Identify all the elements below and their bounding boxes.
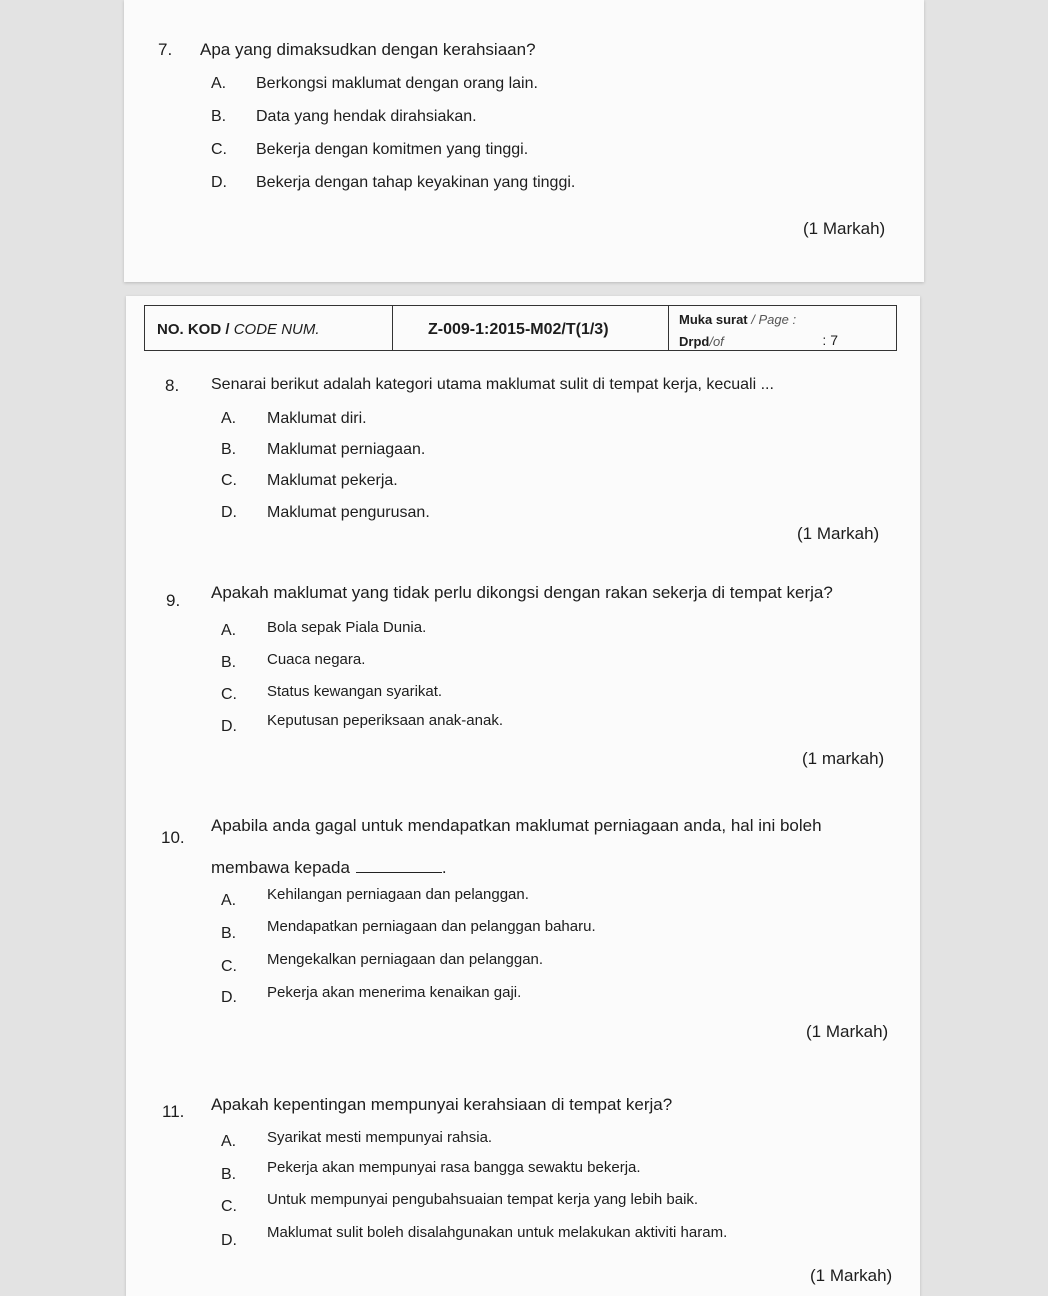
answer-blank: [356, 858, 442, 873]
option-text: Untuk mempunyai pengubahsuaian tempat kerja yang lebih baik.: [267, 1191, 699, 1208]
code-value: Z-009-1:2015-M02/T(1/3): [428, 321, 609, 338]
option-letter: B.: [221, 1166, 237, 1183]
option-letter: B.: [221, 925, 237, 942]
mark-label: (1 Markah): [810, 1266, 893, 1285]
question-number: 7.: [158, 40, 173, 59]
option-text: Maklumat diri.: [267, 410, 367, 427]
code-header-table: [144, 305, 897, 351]
page-number: : 7: [822, 332, 838, 348]
page-label: Muka surat / Page :: [679, 312, 797, 327]
question-text-continuation: membawa kepada .: [211, 858, 447, 877]
question-text: Senarai berikut adalah kategori utama maklumat sulit di tempat kerja, kecuali ...: [211, 376, 774, 393]
code-label: NO. KOD / CODE NUM.: [157, 321, 320, 338]
option-text: Pekerja akan mempunyai rasa bangga sewaktu bekerja.: [267, 1159, 641, 1176]
option-text: Berkongsi maklumat dengan orang lain.: [256, 75, 538, 92]
option-letter: A.: [221, 1133, 237, 1150]
option-letter: A.: [211, 75, 227, 92]
option-text: Maklumat pekerja.: [267, 472, 398, 489]
question-text: Apabila anda gagal untuk mendapatkan maklumat perniagaan anda, hal ini boleh: [211, 816, 822, 835]
question-text: Apa yang dimaksudkan dengan kerahsiaan?: [200, 40, 536, 59]
option-text: Mengekalkan perniagaan dan pelanggan.: [267, 951, 544, 968]
question-number: 9.: [166, 591, 181, 610]
option-letter: C.: [211, 141, 227, 158]
option-letter: C.: [221, 472, 237, 489]
mark-label: (1 Markah): [803, 219, 886, 238]
question-number: 8.: [165, 376, 180, 395]
code-value-cell: [392, 306, 669, 350]
option-text: Bekerja dengan komitmen yang tinggi.: [256, 141, 529, 158]
option-letter: A.: [221, 892, 237, 909]
option-letter: C.: [221, 958, 237, 975]
option-text: Bekerja dengan tahap keyakinan yang tinggi.: [256, 174, 576, 191]
question-number: 11.: [162, 1102, 185, 1121]
option-text: Bola sepak Piala Dunia.: [267, 619, 427, 636]
option-letter: A.: [221, 622, 237, 639]
page-cell: [668, 306, 896, 350]
option-letter: D.: [221, 1232, 237, 1249]
option-text: Status kewangan syarikat.: [267, 683, 443, 700]
question-text: Apakah maklumat yang tidak perlu dikongsi dengan rakan sekerja di tempat kerja?: [211, 583, 833, 602]
option-letter: B.: [221, 654, 237, 671]
option-text: Maklumat perniagaan.: [267, 441, 426, 458]
option-text: Pekerja akan menerima kenaikan gaji.: [267, 984, 522, 1001]
option-letter: B.: [211, 108, 227, 125]
of-label: Drpd/of: [679, 334, 724, 349]
code-label-cell: [145, 306, 393, 350]
mark-label: (1 Markah): [806, 1022, 889, 1041]
mark-label: (1 Markah): [797, 524, 880, 543]
question-text: Apakah kepentingan mempunyai kerahsiaan di tempat kerja?: [211, 1095, 673, 1114]
option-letter: C.: [221, 1198, 237, 1215]
mark-label: (1 markah): [802, 749, 885, 768]
option-text: Maklumat sulit boleh disalahgunakan untuk melakukan aktiviti haram.: [267, 1224, 728, 1241]
option-text: Cuaca negara.: [267, 651, 366, 668]
option-letter: D.: [221, 504, 237, 521]
option-letter: D.: [221, 718, 237, 735]
question-number: 10.: [161, 828, 185, 847]
option-letter: A.: [221, 410, 237, 427]
option-letter: C.: [221, 686, 237, 703]
option-text: Syarikat mesti mempunyai rahsia.: [267, 1129, 493, 1146]
option-text: Data yang hendak dirahsiakan.: [256, 108, 477, 125]
option-text: Maklumat pengurusan.: [267, 504, 430, 521]
option-letter: B.: [221, 441, 237, 458]
option-letter: D.: [221, 989, 237, 1006]
option-text: Kehilangan perniagaan dan pelanggan.: [267, 886, 529, 903]
option-letter: D.: [211, 174, 227, 191]
option-text: Keputusan peperiksaan anak-anak.: [267, 712, 504, 729]
page-sheet-bottom: [126, 296, 920, 1296]
option-text: Mendapatkan perniagaan dan pelanggan baharu.: [267, 918, 596, 935]
